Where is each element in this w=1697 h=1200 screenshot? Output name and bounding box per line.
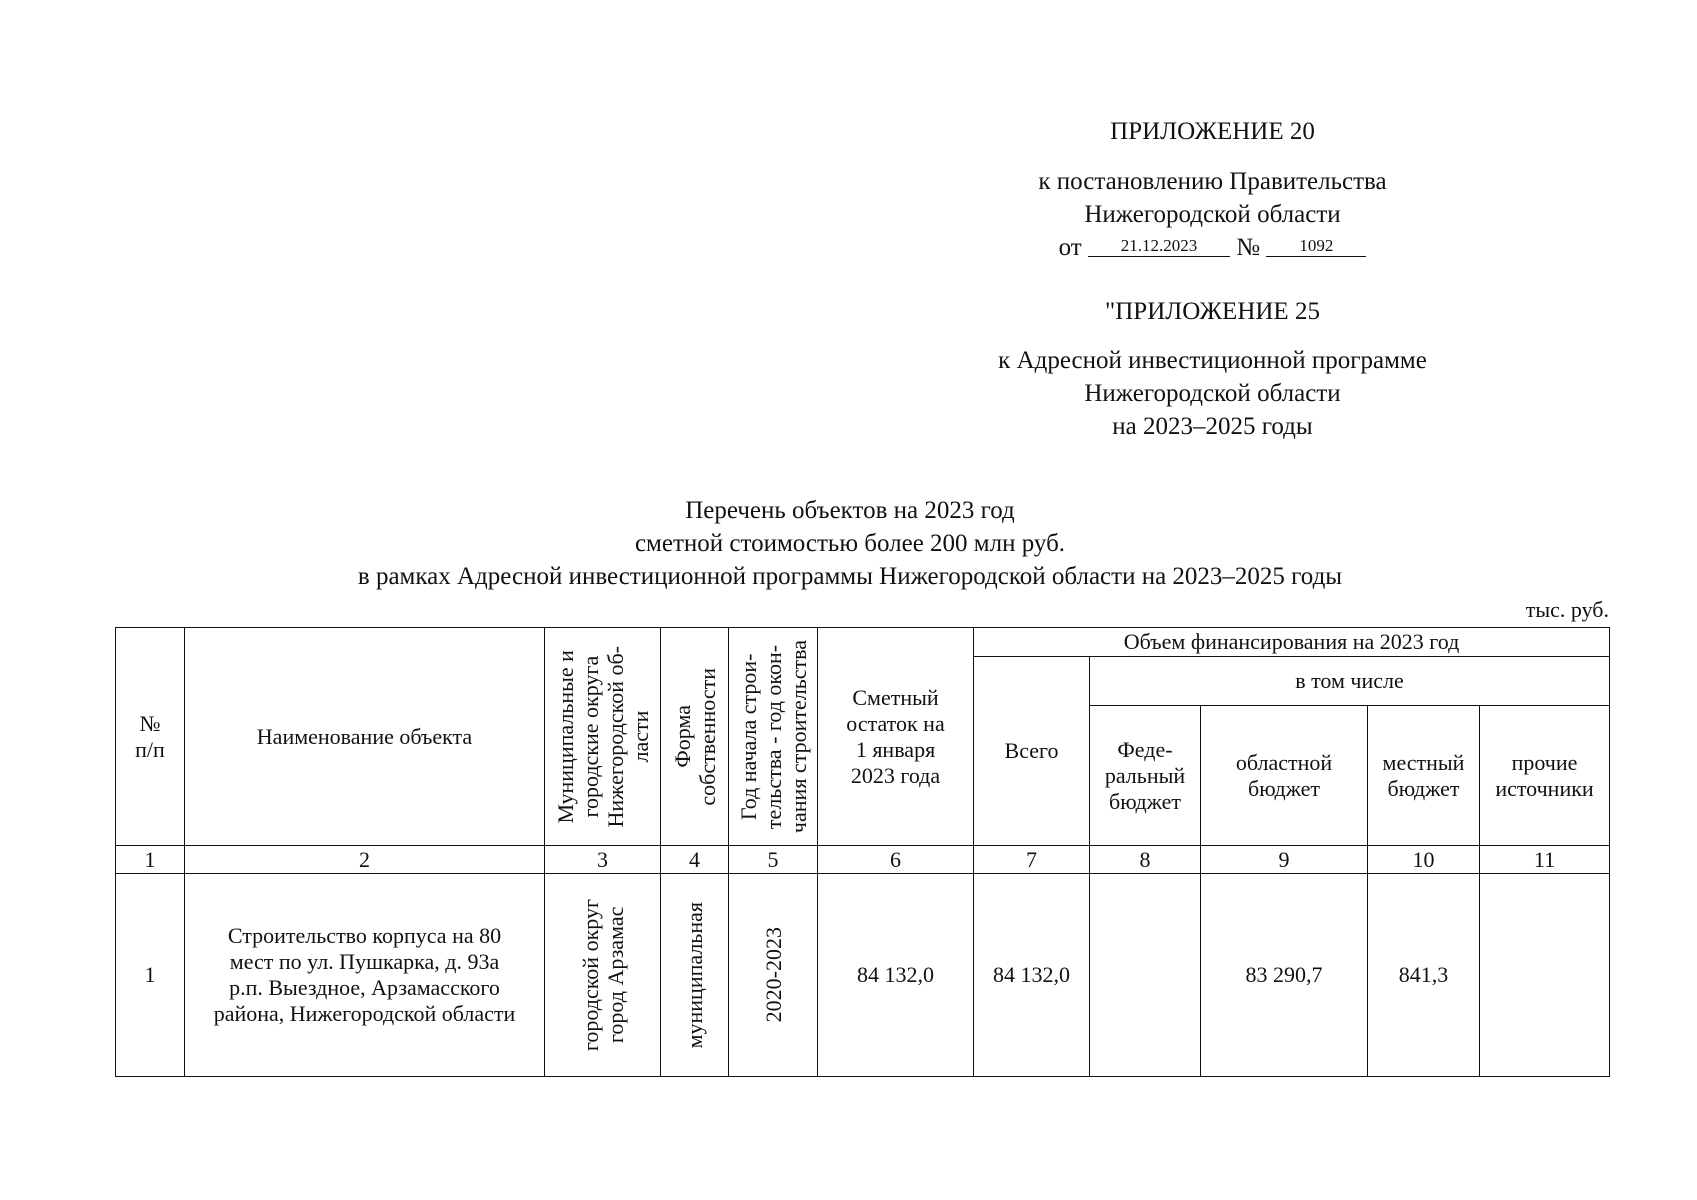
document-title [100,494,1600,593]
header-federal [1090,706,1201,846]
header-years-line-1: Год начала строи- [735,653,761,820]
aip-line-2: Нижегородской области [1084,380,1341,407]
document-title-line-1: Перечень объектов на 2023 год [685,497,1015,524]
header-num-line-2: п/п [135,736,165,762]
column-number-row [116,846,1610,874]
decree-date-line [940,231,1485,264]
aip-line-1: к Адресной инвестиционной программе [998,347,1427,374]
from-label: от [1058,234,1082,261]
header-ownership-text [670,668,720,806]
column-number: 6 [818,846,974,874]
column-number: 10 [1368,846,1480,874]
row-years-text: 2020-2023 [760,927,786,1023]
document-title-line-3: в рамках Адресной инвестиционной программы Нижегородской области на 2023–2025 годы [357,563,1343,590]
appendix-25-label: "ПРИЛОЖЕНИЕ 25 [1105,298,1320,325]
header-federal-line-2: ральный [1104,762,1186,788]
header-funding-2023-label: Объем финансирования на 2023 год [1123,629,1460,654]
row-balance: 84 132,0 [818,874,974,1077]
row-object-name-line-3: р.п. Выездное, Арзамасского [229,975,500,1000]
header-other [1480,706,1610,846]
row-regional: 83 290,7 [1201,874,1368,1077]
row-federal [1090,874,1201,1077]
column-number: 3 [545,846,661,874]
header-ownership-line-1: Форма [669,705,695,768]
header-ownership-line-2: собственности [694,667,720,806]
row-municipality-text [578,899,628,1051]
header-years-text [736,640,811,833]
row-total: 84 132,0 [974,874,1090,1077]
header-other-line-1: прочие [1511,749,1578,775]
header-municipality-line-4: ласти [627,710,653,763]
header-federal-line-3: бюджет [1109,788,1181,814]
aip-reference [940,344,1485,443]
column-number: 9 [1201,846,1368,874]
header-other-line-2: источники [1495,775,1594,801]
column-number: 4 [661,846,729,874]
header-municipality-text [553,646,653,828]
header-balance-line-1: Сметный [852,684,939,710]
header-years-line-3: чания строительства [785,639,811,834]
appendix-25-title [940,295,1485,328]
header-years-line-2: тельства - год окон- [760,644,786,829]
row-object-name-line-2: мест по ул. Пушкарка, д. 93а [229,949,500,974]
header-local [1368,706,1480,846]
row-municipality-line-2: город Арзамас [602,906,628,1044]
row-municipality-line-1: городской округ [577,898,603,1052]
appendix-20-label: ПРИЛОЖЕНИЕ 20 [1110,118,1315,145]
number-label: № [1236,234,1261,261]
row-ownership-text: муниципальная [682,901,707,1049]
header-municipality [545,628,661,846]
row-num: 1 [116,874,185,1077]
row-object-name [185,874,545,1077]
header-local-line-1: местный [1382,749,1465,775]
row-other [1480,874,1610,1077]
column-number: 2 [185,846,545,874]
header-local-line-2: бюджет [1387,775,1460,801]
column-number: 11 [1480,846,1610,874]
header-row-1 [116,628,1610,657]
row-object-name-line-4: района, Нижегородской области [213,1001,516,1026]
document-title-line-2: сметной стоимостью более 200 млн руб. [634,530,1066,557]
header-ownership [661,628,729,846]
header-municipality-line-3: Нижегородской об- [602,645,628,828]
row-years [729,874,818,1077]
row-ownership [661,874,729,1077]
header-funding-2023 [974,628,1610,657]
header-total-label: Всего [1004,738,1059,763]
objects-table [115,627,1610,1077]
header-municipality-line-1: Муниципальные и [552,649,578,824]
header-regional-line-1: областной [1235,749,1333,775]
header-total [974,657,1090,846]
header-including [1090,657,1610,706]
header-including-label: в том числе [1295,668,1404,693]
header-balance [818,628,974,846]
header-regional [1201,706,1368,846]
header-name-label: Наименование объекта [256,723,473,749]
decree-line-1: к постановлению Правительства [1038,168,1387,195]
header-balance-line-2: остаток на [846,710,945,736]
header-federal-line-1: Феде- [1117,736,1173,762]
decree-line-2: Нижегородской области [1084,201,1341,228]
units-label: тыс. руб. [1525,597,1609,622]
column-number: 1 [116,846,185,874]
header-balance-line-4: 2023 года [850,762,941,788]
appendix-title [940,115,1485,148]
column-number: 8 [1090,846,1201,874]
header-num [116,628,185,846]
header-regional-line-2: бюджет [1248,775,1320,801]
row-object-name-line-1: Строительство корпуса на 80 [227,923,502,948]
column-number: 5 [729,846,818,874]
table-row [116,874,1610,1077]
header-balance-line-3: 1 января [855,736,936,762]
header-name [185,628,545,846]
header-num-line-1: № [139,710,161,736]
header-years [729,628,818,846]
decree-number: 1092 [1266,236,1366,257]
column-number: 7 [974,846,1090,874]
aip-line-3: на 2023–2025 годы [1112,413,1313,440]
decree-reference [940,165,1485,264]
row-municipality [545,874,661,1077]
row-local: 841,3 [1368,874,1480,1077]
header-municipality-line-2: городские округа [577,655,603,818]
decree-date: 21.12.2023 [1088,236,1230,257]
